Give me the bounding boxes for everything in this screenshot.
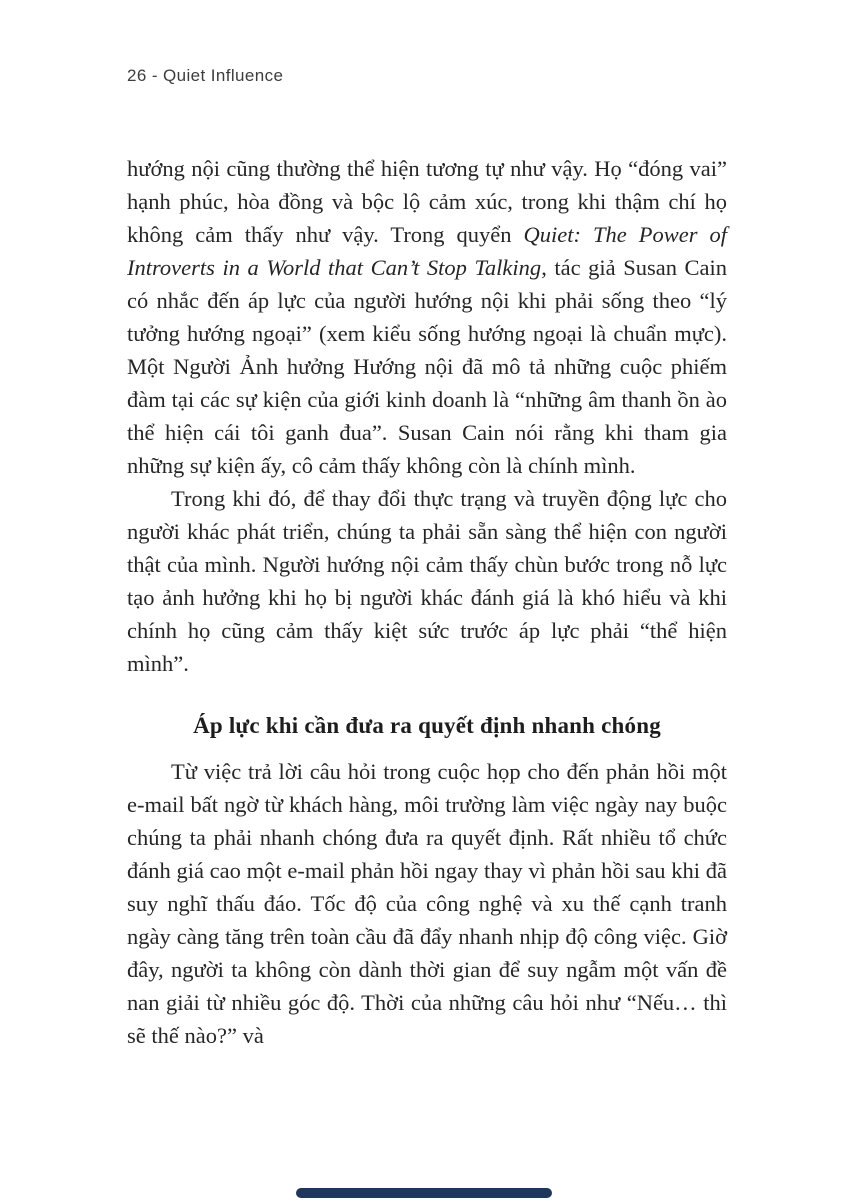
running-header: 26 - Quiet Influence	[127, 66, 284, 85]
paragraph-continued	[127, 152, 727, 482]
page-content	[127, 152, 727, 1052]
paragraph: Từ việc trả lời câu hỏi trong cuộc họp cho đến phản hồi một e-mail bất ngờ từ khách hàng, môi trường làm việc ngày nay buộc chúng ta phải nhanh chóng đưa ra quyết định. Rất nhiều tổ chức đánh giá cao một e-mail phản hồi ngay thay vì phản hồi sau khi đã suy nghĩ thấu đáo. Tốc độ của công nghệ và xu thế cạnh tranh ngày càng tăng trên toàn cầu đã đẩy nhanh nhịp độ công việc. Giờ đây, người ta không còn dành thời gian để suy ngẫm một vấn đề nan giải từ nhiều góc độ. Thời của những câu hỏi như “Nếu… thì sẽ thế nào?” và	[127, 759, 727, 1048]
section-heading: Áp lực khi cần đưa ra quyết định nhanh chóng	[193, 713, 661, 738]
paragraph-text: hướng nội cũng thường thể hiện tương tự như vậy. Họ “đóng vai” hạnh phúc, hòa đồng và bộc lộ cảm xúc, trong khi thậm chí họ không cảm thấy như vậy. Trong quyển	[127, 156, 727, 247]
book-title-italic: Quiet: The Power of Introverts in a World that Can’t Stop Talking	[127, 222, 727, 280]
paragraph-text: , tác giả Susan Cain có nhắc đến áp lực của người hướng nội khi phải sống theo “lý tưởng hướng ngoại” (xem kiểu sống hướng ngoại là chuẩn mực). Một Người Ảnh hưởng Hướng nội đã mô tả những cuộc phiếm đàm tại các sự kiện của giới kinh doanh là “những âm thanh ồn ào thể hiện cái tôi ganh đua”. Susan Cain nói rằng khi tham gia những sự kiện ấy, cô cảm thấy không còn là chính mình.	[127, 255, 727, 478]
home-indicator-bar[interactable]	[296, 1188, 552, 1198]
paragraph: Trong khi đó, để thay đổi thực trạng và truyền động lực cho người khác phát triển, chúng ta phải sẵn sàng thể hiện con người thật của mình. Người hướng nội cảm thấy chùn bước trong nỗ lực tạo ảnh hưởng khi họ bị người khác đánh giá là khó hiểu và khi chính họ cũng cảm thấy kiệt sức trước áp lực phải “thể hiện mình”.	[127, 486, 727, 676]
